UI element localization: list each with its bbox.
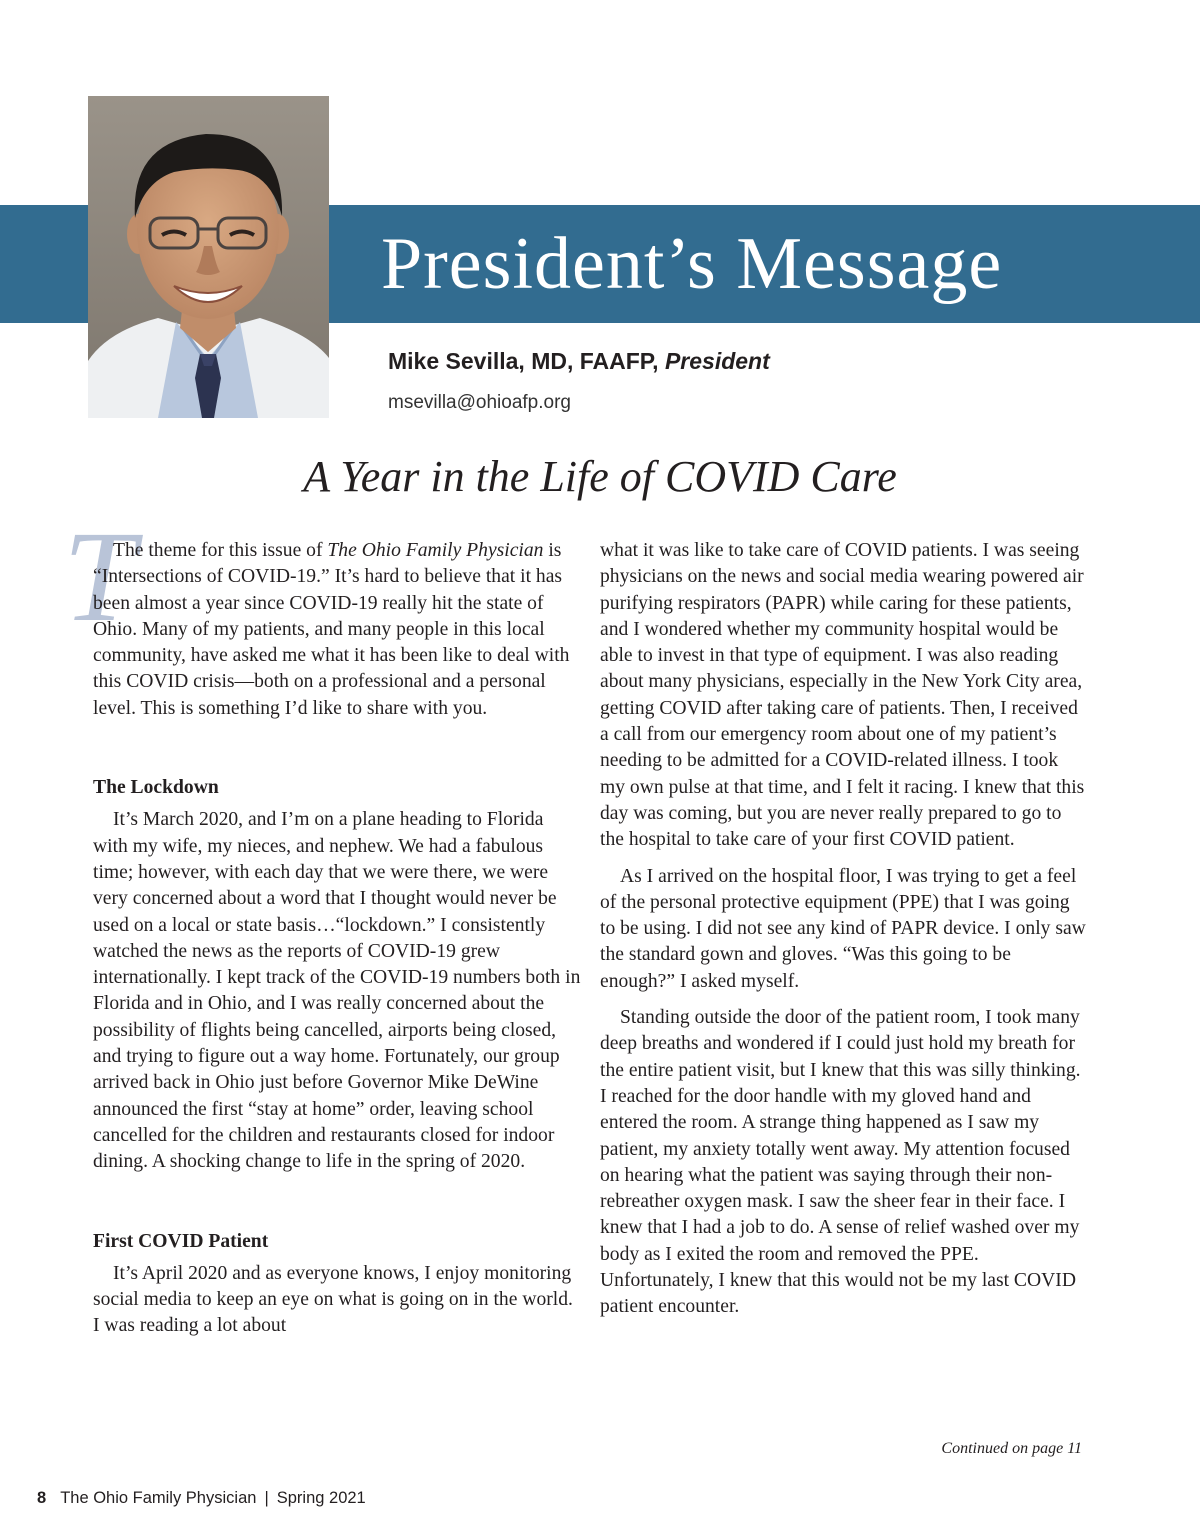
article-column-left [63,505,581,1340]
page-footer [37,1486,366,1510]
author-portrait [88,96,329,418]
footer-publication: The Ohio Family Physician [60,1489,257,1507]
intro-prefix: The theme for this issue of [113,540,328,561]
first-patient-paragraph-start: It’s April 2020 and as everyone knows, I enjoy monitoring social media to keep an eye on what is going on in the world. I was reading a lot about [93,1262,573,1337]
article-column-right [600,538,1088,1321]
author-name [388,344,770,378]
author-email: msevilla@ohioafp.org [388,392,571,413]
intro-block [63,505,581,722]
author-role: President [664,348,770,374]
drop-cap: T [63,505,136,649]
section-heading-lockdown: The Lockdown [93,777,219,799]
author-name-text: Mike Sevilla, MD, FAAFP, [388,348,659,374]
lockdown-paragraph: It’s March 2020, and I’m on a plane heading to Florida with my wife, my nieces, and nephew. We had a fabulous time; however, with each day that we were there, we were very concerned about a word that I thought would never be used on a local or state basis…“lockdown.” I consistently watched the news as the reports of COVID-19 grew internationally. I kept track of the COVID-19 numbers both in Florida and in Ohio, and I was really concerned about the possibility of flights being cancelled, airports being closed, and trying to figure out a way home. Fortunately, our group arrived back in Ohio just before Governor Mike DeWine announced the first “stay at home” order, leaving school cancelled for the children and restaurants closed for indoor dining. A shocking change to life in the spring of 2020. [93,809,581,1173]
page-title: President’s Message [381,223,1003,305]
intro-rest: is “Intersections of COVID-19.” It’s hard to believe that it has been almost a year since COVID-19 really hit the state of Ohio. Many of my patients, and many people in this local community, have asked me what it has been like to deal with this COVID crisis—both on a professional and a personal level. This is something I’d like to share with you. [93,540,570,719]
hospital-floor-paragraph: As I arrived on the hospital floor, I was trying to get a feel of the personal protective equipment (PPE) that I was going to be using. I did not see any kind of PAPR device. I only saw the standard gown and gloves. “Was this going to be enough?” I asked myself. [600,865,1086,992]
page-number: 8 [37,1489,47,1507]
intro-paragraph [93,538,581,722]
intro-publication: The Ohio Family Physician [327,540,544,561]
patient-room-paragraph: Standing outside the door of the patient room, I took many deep breaths and wondered if I could just hold my breath for the entire patient visit, but I knew that this was silly thinking. I reached for the door handle with my gloved hand and entered the room. A strange thing happened as I saw my patient, my anxiety totally went away. My attention focused on hearing what the patient was saying through their non-rebreather oxygen mask. I saw the sheer fear in their face. I knew that I had a job to do. A sense of relief washed over my body as I exited the room and removed the PPE. Unfortunately, I knew that this would not be my last COVID patient encounter. [600,1007,1081,1318]
article-headline: A Year in the Life of COVID Care [303,452,897,501]
footer-separator: | [264,1489,269,1507]
section-heading-first-patient: First COVID Patient [93,1230,269,1252]
continued-note: Continued on page 11 [941,1440,1082,1457]
footer-issue: Spring 2021 [276,1489,366,1507]
first-patient-paragraph-cont: what it was like to take care of COVID patients. I was seeing physicians on the news and social media wearing powered air purifying respirators (PAPR) while caring for these patients, and I wondered whether my community hospital would be able to invest in that type of equipment. I was also reading about many physicians, especially in the New York City area, getting COVID after taking care of patients. Then, I received a call from our emergency room about one of my patient’s needing to be admitted for a COVID-related illness. I took my own pulse at that time, and I felt it racing. I knew that this day was coming, but you are never really prepared to go to the hospital to take care of your first COVID patient. [600,540,1085,851]
